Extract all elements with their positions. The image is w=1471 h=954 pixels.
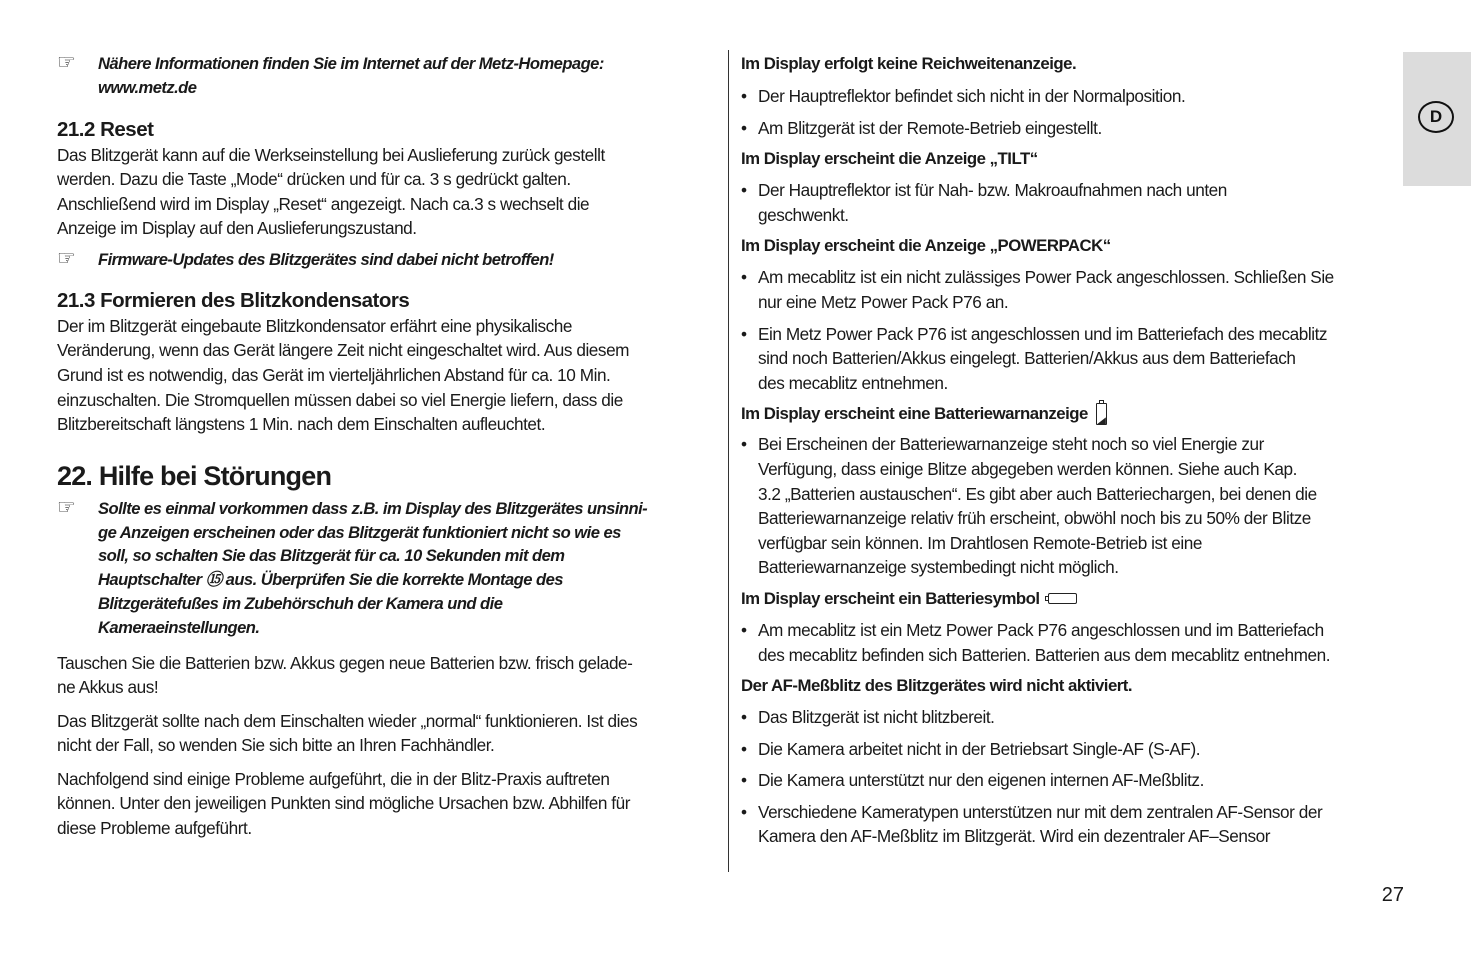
section-title-troubleshooting: 22. Hilfe bei Störungen — [57, 460, 332, 491]
list-item — [741, 84, 1406, 109]
text-line: 3.2 „Batterien austauschen“. Es gibt aber auch Batteriechargen, bei denen die — [758, 483, 1317, 504]
bullet-icon: • — [741, 707, 748, 728]
language-tab-letter: D — [1418, 101, 1454, 133]
list-item — [741, 178, 1406, 227]
list-item-text: Am Blitzgerät ist der Remote-Betrieb eingestellt. — [758, 117, 1102, 138]
list-item-text: Das Blitzgerät ist nicht blitzbereit. — [758, 707, 995, 728]
subheading-text: Im Display erscheint eine Batteriewarnanzeige — [741, 404, 1088, 424]
paragraph-normal — [57, 709, 721, 758]
text-line: werden. Dazu die Taste „Mode“ drücken und für ca. 3 s gedrückt galten. — [57, 169, 571, 190]
note-internet — [57, 52, 721, 100]
subheading-battery-symbol — [741, 587, 1406, 611]
text-line: Batteriewarnanzeige systembedingt nicht möglich. — [758, 557, 1119, 578]
paragraph-batteries — [57, 651, 721, 700]
note-line: Hauptschalter ⑮ aus. Überprüfen Sie die korrekte Montage des — [98, 570, 563, 590]
note-troubleshooting — [57, 497, 721, 640]
note-line: www.metz.de — [98, 77, 197, 97]
bullet-icon: • — [741, 323, 748, 344]
text-line: des mecablitz befinden sich Batterien. Batterien aus dem mecablitz entnehmen. — [758, 644, 1331, 665]
text-line: Der im Blitzgerät eingebaute Blitzkondensator erfährt eine physikalische — [57, 315, 573, 336]
text-line: Tauschen Sie die Batterien bzw. Akkus gegen neue Batterien bzw. frisch gelade- — [57, 652, 633, 673]
page-number: 27 — [1381, 884, 1404, 906]
pointing-hand-icon: ☞ — [57, 495, 76, 519]
list-item-text: Die Kamera unterstützt nur den eigenen internen AF-Meßblitz. — [758, 770, 1204, 791]
subheading-tilt: Im Display erscheint die Anzeige „TILT“ — [741, 149, 1038, 169]
text-line: Das Blitzgerät kann auf die Werkseinstellung bei Auslieferung zurück gestellt — [57, 144, 605, 165]
section-title-capacitor: 21.3 Formieren des Blitzkondensators — [57, 288, 410, 312]
bullet-icon: • — [741, 801, 748, 822]
text-line: Batteriewarnanzeige relativ früh erscheint, obwöhl noch bis zu 50% der Blitze — [758, 508, 1311, 529]
list-item — [741, 265, 1406, 314]
note-line: Nähere Informationen finden Sie im Internet auf der Metz-Homepage: — [98, 54, 604, 73]
pointing-hand-icon: ☞ — [57, 246, 76, 270]
list-item — [741, 800, 1406, 849]
bullet-icon: • — [741, 117, 748, 138]
text-line: geschwenkt. — [758, 204, 849, 225]
subheading-battery-warning — [741, 402, 1406, 426]
text-line: Ein Metz Power Pack P76 ist angeschlossen und im Batteriefach des mecablitz — [758, 323, 1328, 344]
text-line: ne Akkus aus! — [57, 677, 159, 698]
text-line: Der Hauptreflektor ist für Nah- bzw. Makroaufnahmen nach unten — [758, 180, 1227, 201]
note-line: soll, so schalten Sie das Blitzgerät für ca. 10 Sekunden mit dem — [98, 546, 565, 566]
text-line: nicht der Fall, so wenden Sie sich bitte an Ihren Fachhändler. — [57, 735, 495, 756]
text-line: Anzeige im Display auf den Auslieferungszustand. — [57, 218, 417, 239]
right-column — [741, 50, 1406, 849]
list-item — [741, 322, 1406, 396]
list-item — [741, 116, 1406, 141]
pointing-hand-icon: ☞ — [57, 51, 76, 74]
paragraph-problems — [57, 767, 721, 841]
list-item — [741, 768, 1406, 793]
subheading-af-assist: Der AF-Meßblitz des Blitzgerätes wird nicht aktiviert. — [741, 676, 1133, 696]
battery-symbol-icon — [1048, 593, 1077, 604]
list-item — [741, 705, 1406, 730]
section-title-reset: 21.2 Reset — [57, 117, 154, 141]
text-line: Am mecablitz ist ein Metz Power Pack P76 angeschlossen und im Batteriefach — [758, 619, 1324, 640]
text-line: können. Unter den jeweiligen Punkten sind mögliche Ursachen bzw. Abhilfen für — [57, 793, 631, 814]
text-line: nur eine Metz Power Pack P76 an. — [758, 291, 1009, 312]
list-item-text: Der Hauptreflektor befindet sich nicht in der Normalposition. — [758, 86, 1186, 106]
note-firmware — [57, 248, 721, 272]
column-divider — [728, 50, 729, 872]
text-line: Verfügung, dass einige Blitze abgegeben werden können. Siehe auch Kap. — [758, 458, 1297, 479]
text-line: Grund ist es notwendig, das Gerät im vierteljährlichen Abstand für ca. 10 Min. — [57, 364, 611, 385]
list-item-text: Die Kamera arbeitet nicht in der Betriebsart Single-AF (S-AF). — [758, 738, 1201, 759]
text-line: Am mecablitz ist ein nicht zulässiges Power Pack angeschlossen. Schließen Sie — [758, 267, 1334, 288]
list-item — [741, 432, 1406, 580]
note-line: Kameraeinstellungen. — [98, 617, 260, 637]
subheading-range: Im Display erfolgt keine Reichweitenanzeige. — [741, 54, 1077, 73]
bullet-icon: • — [741, 180, 748, 201]
note-line: ge Anzeigen erscheinen oder das Blitzgerät funktioniert nicht so wie es — [98, 522, 621, 542]
text-line: Verschiedene Kameratypen unterstützen nur mit dem zentralen AF-Sensor der — [758, 801, 1323, 822]
text-line: einzuschalten. Die Stromquellen müssen dabei so viel Energie liefern, dass die — [57, 389, 623, 410]
bullet-icon: • — [741, 267, 748, 288]
text-line: sind noch Batterien/Akkus eingelegt. Batterien/Akkus aus dem Batteriefach — [758, 348, 1296, 369]
list-item — [741, 618, 1406, 667]
bullet-icon: • — [741, 619, 748, 640]
subheading-powerpack: Im Display erscheint die Anzeige „POWERPACK“ — [741, 236, 1111, 256]
text-line: Das Blitzgerät sollte nach dem Einschalten wieder „normal“ funktionieren. Ist dies — [57, 710, 638, 731]
note-line: Firmware-Updates des Blitzgerätes sind dabei nicht betroffen! — [98, 249, 554, 269]
bullet-icon: • — [741, 738, 748, 759]
text-line: verfügbar sein können. Im Drahtlosen Remote-Betrieb ist eine — [758, 532, 1202, 553]
text-line: diese Probleme aufgeführt. — [57, 818, 252, 839]
language-tab — [1403, 52, 1471, 186]
subheading-text: Im Display erscheint ein Batteriesymbol — [741, 588, 1040, 608]
note-line: Sollte es einmal vorkommen dass z.B. im Display des Blitzgerätes unsinni- — [98, 498, 648, 518]
text-line: Bei Erscheinen der Batteriewarnanzeige steht noch so viel Energie zur — [758, 434, 1264, 455]
text-line: Kamera den AF-Meßblitz im Blitzgerät. Wird ein dezentraler AF–Sensor — [758, 826, 1270, 847]
text-line: Anschließend wird im Display „Reset“ angezeigt. Nach ca.3 s wechselt die — [57, 193, 590, 214]
list-item — [741, 737, 1406, 762]
text-line: Nachfolgend sind einige Probleme aufgeführt, die in der Blitz-Praxis auftreten — [57, 768, 610, 789]
paragraph-capacitor — [57, 314, 721, 437]
paragraph-reset — [57, 143, 721, 241]
text-line: Veränderung, wenn das Gerät längere Zeit nicht eingeschaltet wird. Aus diesem — [57, 340, 630, 361]
left-column — [57, 50, 721, 841]
bullet-icon: • — [741, 770, 748, 791]
battery-warning-icon — [1096, 403, 1107, 425]
bullet-icon: • — [741, 86, 748, 106]
text-line: des mecablitz entnehmen. — [758, 372, 948, 393]
bullet-icon: • — [741, 434, 748, 455]
note-line: Blitzgerätefußes im Zubehörschuh der Kamera und die — [98, 593, 503, 613]
text-line: Blitzbereitschaft längstens 1 Min. nach dem Einschalten aufleuchtet. — [57, 414, 546, 435]
